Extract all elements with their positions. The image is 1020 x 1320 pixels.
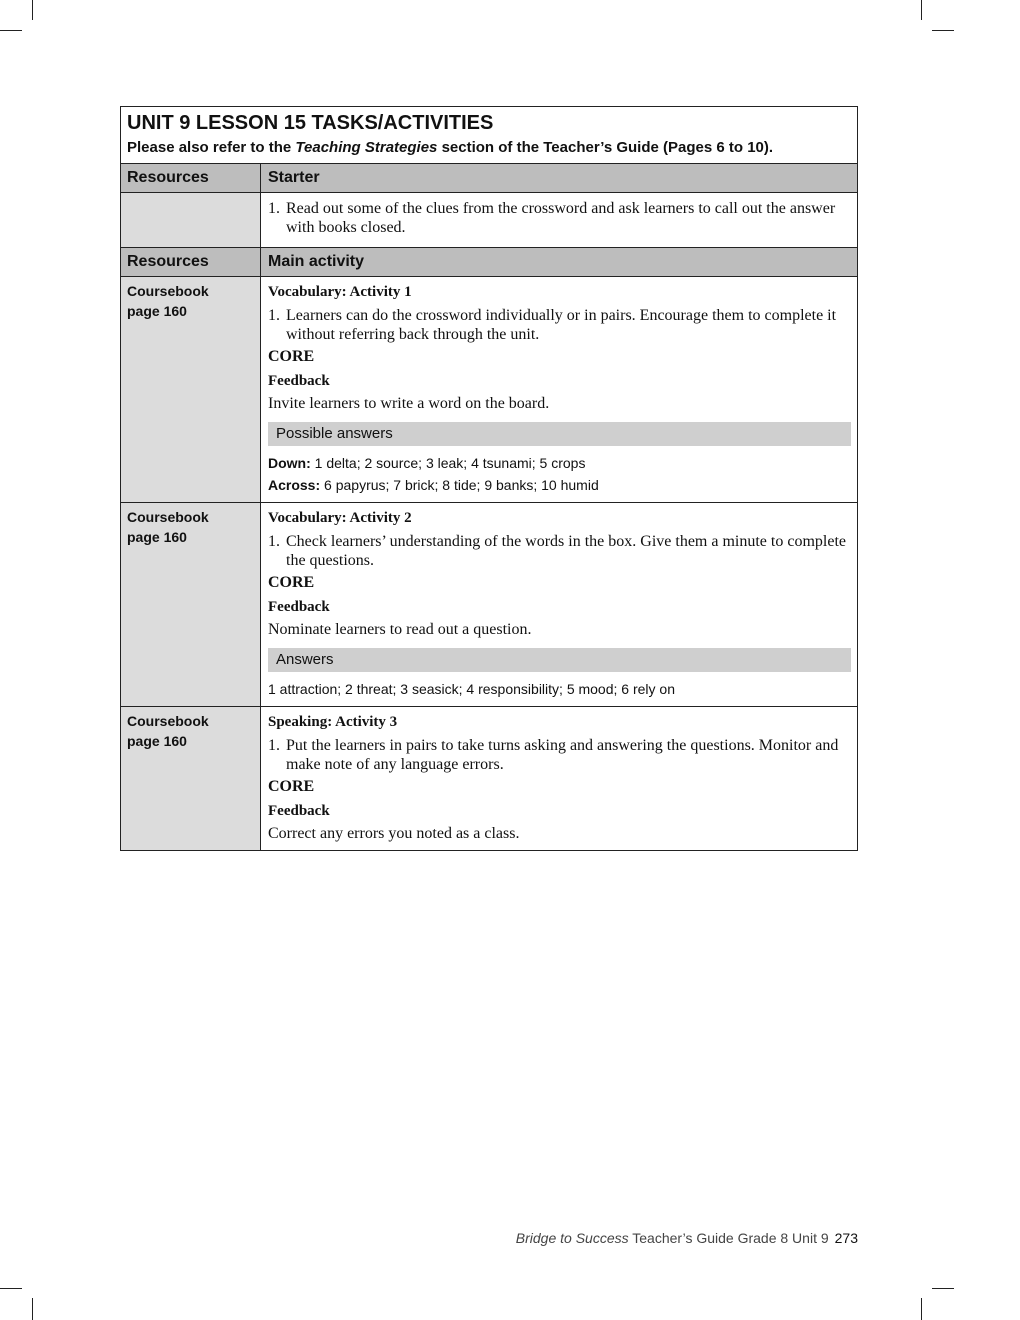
feedback-text: Nominate learners to read out a question. [268, 621, 532, 638]
resource-book: Coursebook [127, 509, 209, 525]
answers-band: Answers [268, 648, 851, 672]
subtitle-text: Please also refer to the [127, 139, 296, 156]
main-activity-heading: Main activity [261, 248, 857, 276]
list-item [268, 199, 851, 237]
page-number: 273 [834, 1230, 858, 1246]
activity-content [261, 707, 857, 850]
activity-title: Speaking: Activity 3 [268, 714, 398, 730]
answers-across: 6 papyrus; 7 brick; 8 tide; 9 banks; 10 humid [320, 477, 599, 493]
main-heading-row [121, 248, 857, 277]
item-number: 1. [268, 737, 280, 754]
resource-cell [121, 707, 261, 850]
footer-text: Teacher’s Guide Grade 8 Unit 9 [628, 1230, 829, 1246]
answers-across-label: Across: [268, 477, 321, 493]
core-label: CORE [268, 778, 315, 795]
crop-mark [32, 1298, 33, 1320]
activity-row [121, 503, 857, 707]
crop-mark [932, 1288, 954, 1289]
item-text: Learners can do the crossword individually or in pairs. Encourage them to complete it without referring back through the unit. [286, 307, 837, 343]
item-number: 1. [268, 200, 280, 217]
subtitle-text-end: section of the Teacher’s Guide (Pages 6 to 10). [437, 139, 774, 156]
feedback-label: Feedback [268, 803, 330, 819]
activity-content [261, 503, 857, 706]
crop-mark [0, 1288, 22, 1289]
list-item [268, 306, 851, 344]
core-label: CORE [268, 348, 315, 365]
activity-row [121, 707, 857, 850]
starter-heading: Starter [261, 164, 857, 192]
resources-heading: Resources [121, 164, 261, 192]
answers-down: 1 delta; 2 source; 3 leak; 4 tsunami; 5 crops [310, 455, 586, 471]
resource-cell [121, 503, 261, 706]
list-item [268, 532, 851, 570]
answers-band: Possible answers [268, 422, 851, 446]
item-number: 1. [268, 533, 280, 550]
starter-heading-row [121, 164, 857, 193]
footer-book-title: Bridge to Success [515, 1230, 629, 1246]
resource-cell [121, 277, 261, 502]
resources-heading: Resources [121, 248, 261, 276]
table-header [121, 107, 857, 164]
resource-book: Coursebook [127, 713, 209, 729]
lesson-table [120, 106, 858, 851]
activity-row [121, 277, 857, 503]
crop-mark [0, 30, 22, 31]
lesson-title: UNIT 9 LESSON 15 TASKS/ACTIVITIES [127, 112, 494, 134]
item-text: Put the learners in pairs to take turns asking and answering the questions. Monitor and make note of any language errors. [286, 737, 839, 773]
answers-line [268, 474, 851, 496]
core-label: CORE [268, 574, 315, 591]
activity-title: Vocabulary: Activity 1 [268, 284, 412, 300]
answers-down-label: Down: [268, 455, 311, 471]
feedback-text: Correct any errors you noted as a class. [268, 825, 520, 842]
answers-line: 1 attraction; 2 threat; 3 seasick; 4 responsibility; 5 mood; 6 rely on [268, 681, 675, 697]
resource-page: page 160 [127, 529, 187, 545]
crop-mark [32, 0, 33, 20]
answers-line [268, 452, 851, 474]
crop-mark [921, 0, 922, 20]
resource-page: page 160 [127, 303, 187, 319]
resource-cell-empty [121, 193, 261, 247]
page-footer [516, 1230, 858, 1246]
feedback-label: Feedback [268, 599, 330, 615]
item-text: Read out some of the clues from the crossword and ask learners to call out the answer with books closed. [286, 200, 836, 236]
lesson-subtitle [127, 137, 851, 159]
feedback-label: Feedback [268, 373, 330, 389]
activity-title: Vocabulary: Activity 2 [268, 510, 412, 526]
list-item [268, 736, 851, 774]
activity-content [261, 277, 857, 502]
crop-mark [921, 1298, 922, 1320]
crop-mark [932, 30, 954, 31]
item-number: 1. [268, 307, 280, 324]
resource-page: page 160 [127, 733, 187, 749]
starter-content [261, 193, 857, 247]
starter-row [121, 193, 857, 248]
resource-book: Coursebook [127, 283, 209, 299]
feedback-text: Invite learners to write a word on the board. [268, 395, 550, 412]
item-text: Check learners’ understanding of the words in the box. Give them a minute to complete the questions. [286, 533, 846, 569]
subtitle-italic: Teaching Strategies [295, 139, 438, 156]
